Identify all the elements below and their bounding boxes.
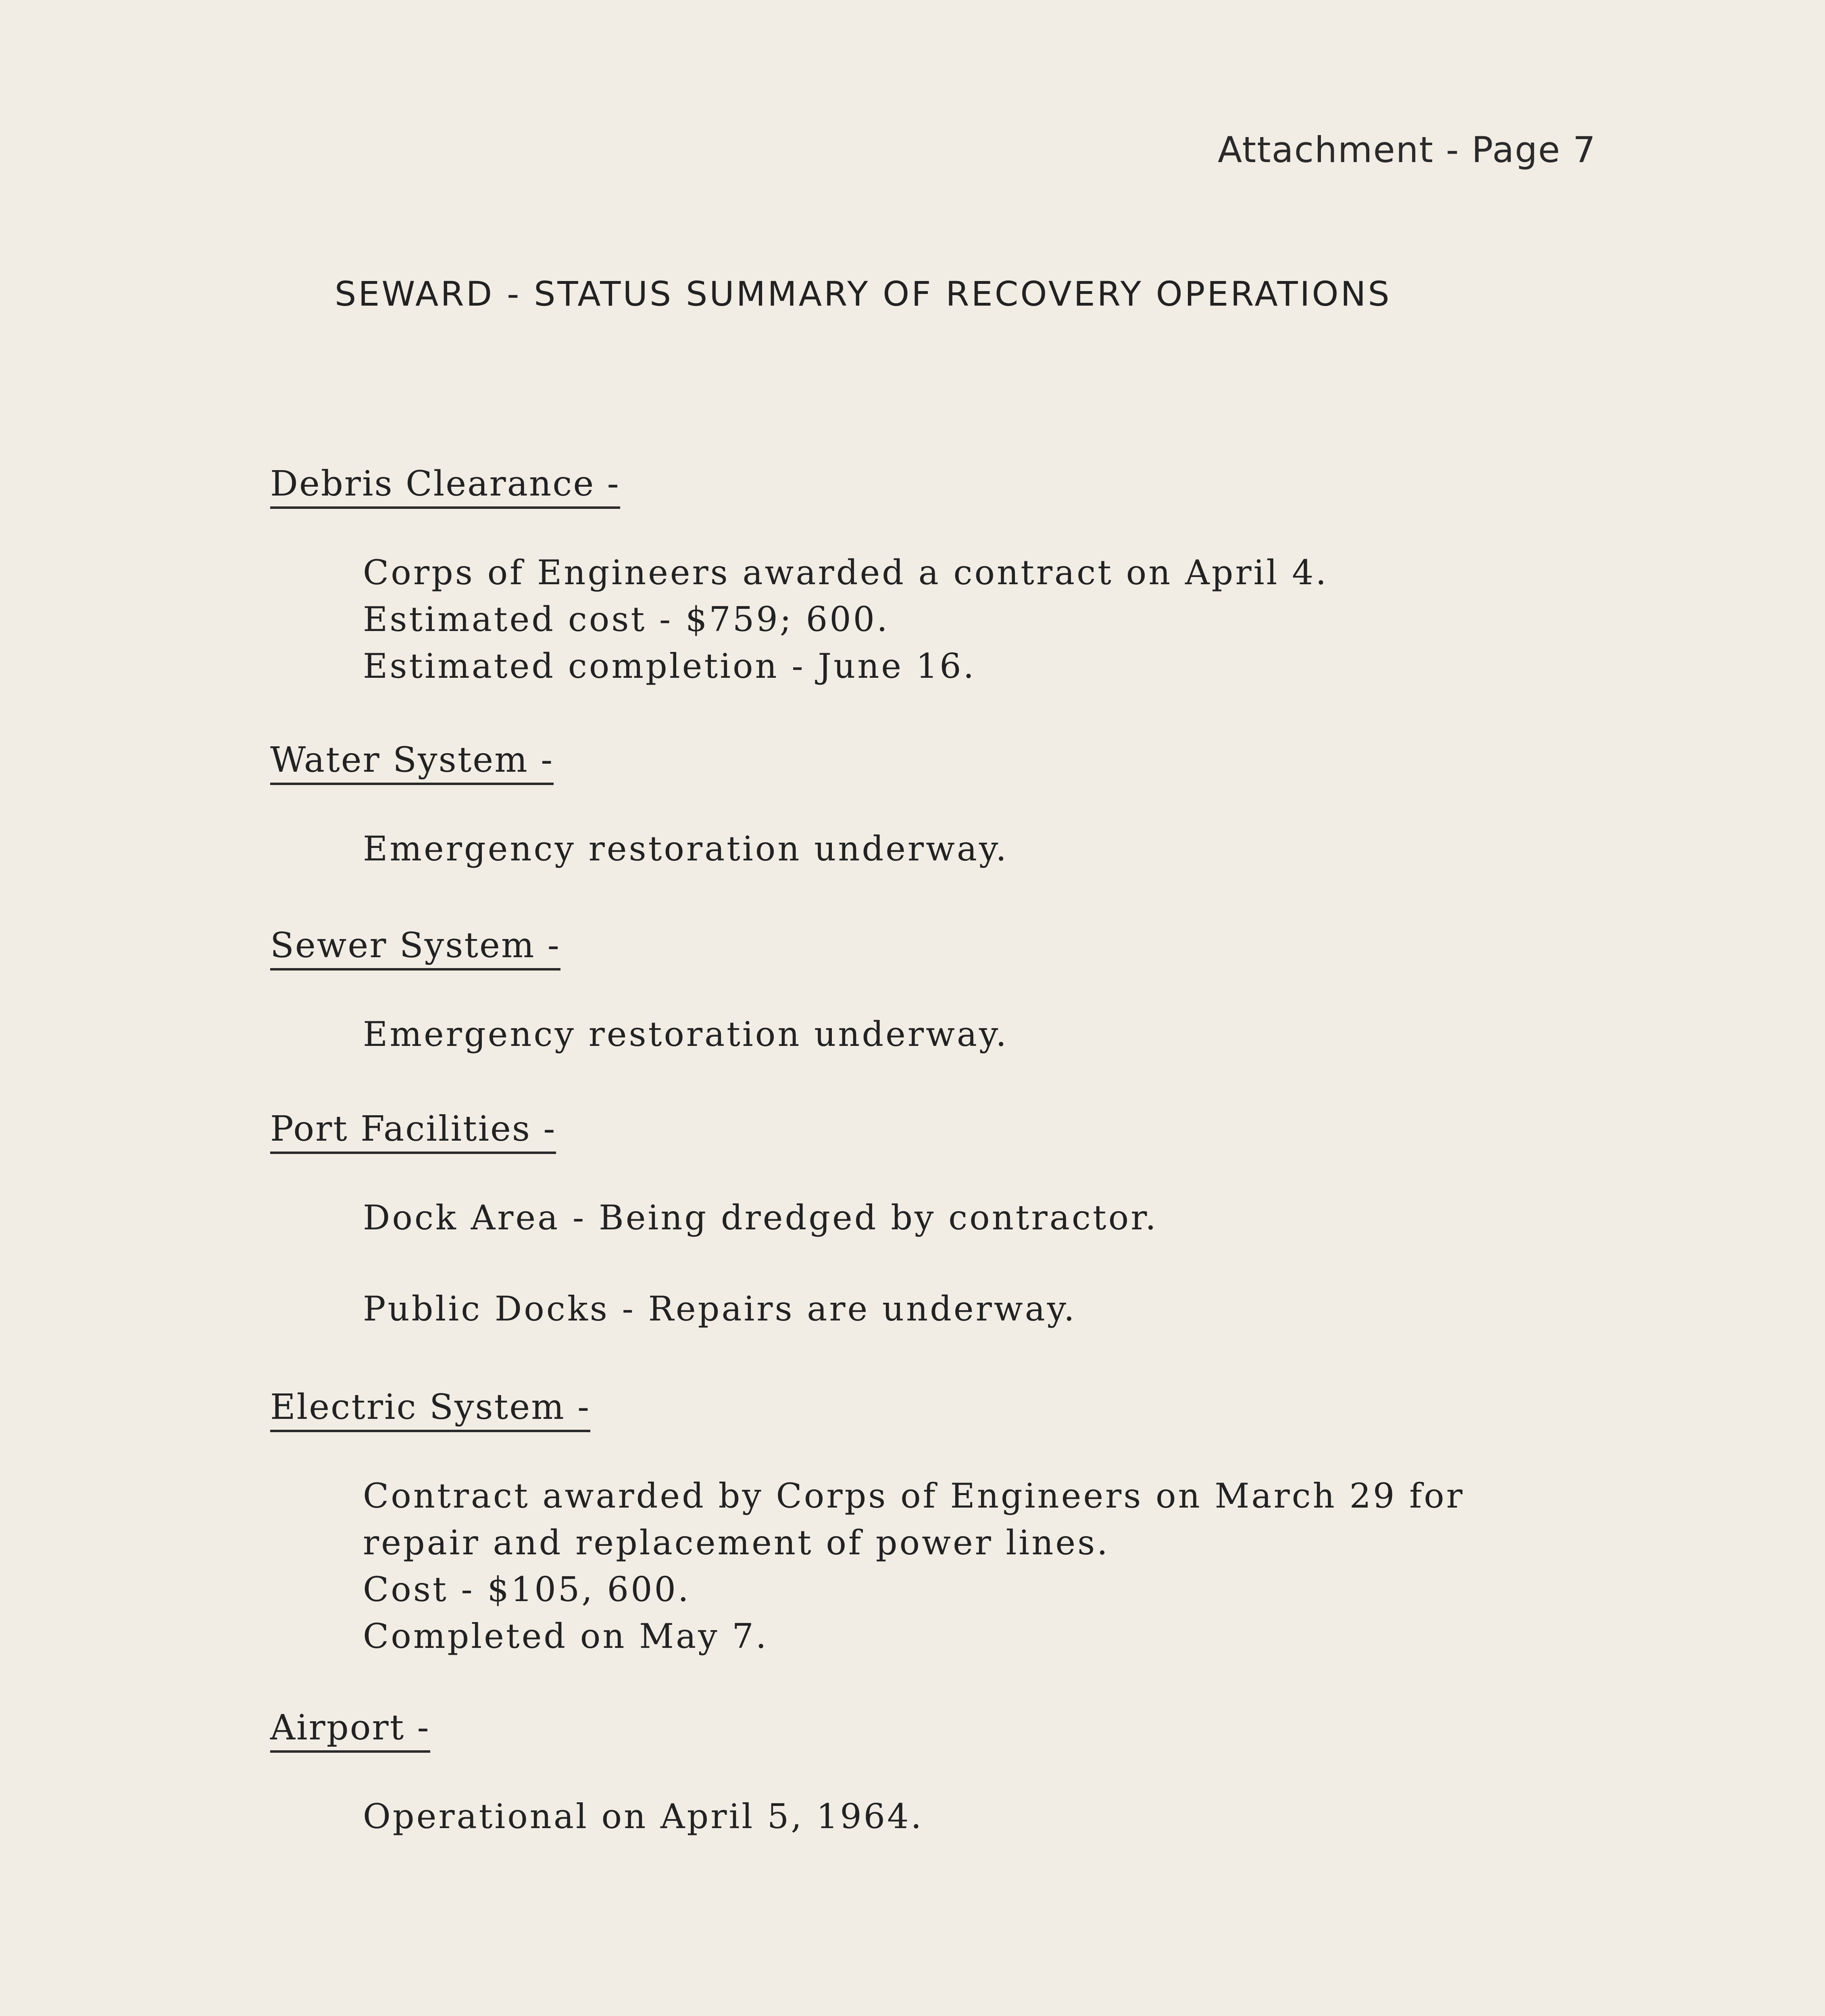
text-line: repair and replacement of power lines. (363, 1523, 1110, 1562)
page-label: Attachment - Page 7 (1218, 129, 1596, 171)
section-heading: Water System - (270, 740, 554, 785)
paragraph (363, 825, 1681, 872)
section-sewer-system (270, 925, 1681, 1058)
paragraph (363, 1285, 1681, 1332)
section-heading: Electric System - (270, 1387, 590, 1432)
section-heading: Port Facilities - (270, 1109, 556, 1154)
text-line: Estimated completion - June 16. (363, 646, 976, 686)
paragraph (363, 1011, 1681, 1058)
text-line: Completed on May 7. (363, 1616, 769, 1656)
section-water-system (270, 740, 1681, 872)
section-debris-clearance (270, 464, 1681, 689)
paragraph (363, 1472, 1681, 1660)
section-body (363, 1472, 1681, 1660)
section-body (363, 1793, 1681, 1840)
paragraph (363, 1194, 1681, 1241)
text-line: Estimated cost - $759; 600. (363, 600, 890, 639)
text-line: Contract awarded by Corps of Engineers on March 29 for (363, 1476, 1465, 1516)
text-line: Emergency restoration underway. (363, 829, 1008, 868)
text-line: Emergency restoration underway. (363, 1014, 1008, 1054)
section-electric-system (270, 1387, 1681, 1660)
section-body (363, 1011, 1681, 1058)
section-body (363, 825, 1681, 872)
text-line: Cost - $105, 600. (363, 1570, 691, 1609)
section-heading: Airport - (270, 1708, 430, 1753)
section-heading: Sewer System - (270, 925, 560, 971)
text-line: Corps of Engineers awarded a contract on April 4. (363, 553, 1329, 592)
section-airport (270, 1708, 1681, 1840)
section-body (363, 549, 1681, 689)
section-body (363, 1194, 1681, 1332)
page-title: SEWARD - STATUS SUMMARY OF RECOVERY OPERATIONS (335, 274, 1392, 314)
text-line: Dock Area - Being dredged by contractor. (363, 1198, 1158, 1237)
paragraph (363, 549, 1681, 689)
section-heading: Debris Clearance - (270, 464, 620, 509)
section-port-facilities (270, 1109, 1681, 1332)
paragraph (363, 1793, 1681, 1840)
text-line: Public Docks - Repairs are underway. (363, 1289, 1077, 1329)
text-line: Operational on April 5, 1964. (363, 1797, 924, 1836)
